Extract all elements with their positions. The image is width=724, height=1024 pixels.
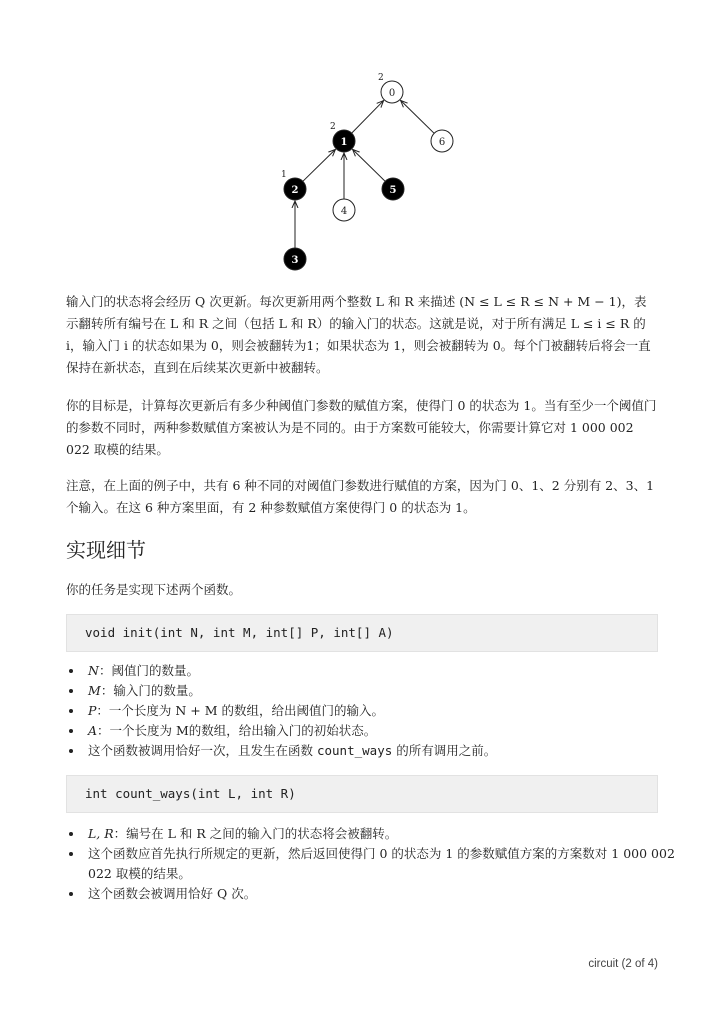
node-label-3: 3: [291, 255, 299, 266]
edge-6-to-0: [401, 100, 435, 133]
node-label-1: 1: [340, 137, 348, 148]
inline-code: count_ways: [316, 743, 393, 758]
node-degree-label-2: 1: [281, 170, 287, 180]
edge-5-to-1: [353, 149, 386, 181]
node-degree-label-0: 2: [378, 73, 384, 83]
tree-diagram: [270, 65, 470, 275]
paragraph-updates: 输入门的状态将会经历 Q 次更新。每次更新用两个整数 L 和 R 来描述 (N ≤ L ≤ R ≤ N + M − 1)，表示翻转所有编号在 L 和 R 之间（包括 L 和 R）的输入门的状态。这就是说，对于所有满足 L ≤ i ≤ R 的 i，输入门 i 的状态如果为 0，则会被翻转为1；如果状态为 1，则会被翻转为 0。每个门被翻转后将会一直保持在新状态，直到在后续某次更新中被翻转。: [66, 294, 651, 375]
count-ways-param-list: [66, 824, 676, 904]
list-item: • 这个函数会被调用恰好 Q 次。: [84, 884, 676, 904]
section-intro: 你的任务是实现下述两个函数。: [66, 582, 242, 597]
node-label-5: 5: [389, 185, 397, 196]
edge-2-to-1: [303, 149, 336, 181]
param-desc: ：编号在 L 和 R 之间的输入门的状态将会被翻转。: [113, 826, 398, 841]
node-degree-label-1: 2: [330, 122, 336, 132]
list-item: [84, 681, 676, 701]
param-name: N: [88, 663, 99, 678]
init-param-list: [66, 661, 676, 761]
list-item: [84, 721, 676, 741]
param-name: L, R: [88, 826, 114, 841]
section-heading: 实现细节: [66, 538, 146, 562]
list-item: • 这个函数应首先执行所规定的更新，然后返回使得门 0 的状态为 1 的参数赋值方案的方案数对 1 000 002 022 取模的结果。: [84, 844, 676, 884]
node-label-4: 4: [340, 206, 348, 217]
edge-1-to-0: [352, 101, 384, 134]
list-item: • 这个函数被调用恰好一次，且发生在函数 count_ways 的所有调用之前。: [84, 741, 676, 761]
node-label-6: 6: [438, 137, 446, 148]
param-name: A: [88, 723, 98, 738]
param-desc: ：一个长度为 M的数组，给出输入门的初始状态。: [97, 723, 377, 738]
param-name: P: [88, 703, 97, 718]
node-label-2: 2: [291, 185, 299, 196]
param-desc: ：阈值门的数量。: [98, 663, 199, 678]
list-item: [84, 701, 676, 721]
param-name: M: [88, 683, 101, 698]
paragraph-example-note: 注意，在上面的例子中，共有 6 种不同的对阈值门参数进行赋值的方案，因为门 0、1、2 分别有 2、3、1 个输入。在这 6 种方案里面，有 2 种参数赋值方案使得门 0 的状态为 1。: [66, 478, 655, 515]
list-item: [84, 824, 676, 844]
code-init-signature: void init(int N, int M, int[] P, int[] A): [66, 614, 658, 652]
paragraph-goal: 你的目标是，计算每次更新后有多少种阈值门参数的赋值方案，使得门 0 的状态为 1。当有至少一个阈值门的参数不同时，两种参数赋值方案被认为是不同的。由于方案数可能较大，你需要计算它对 1 000 002 022 取模的结果。: [66, 398, 657, 457]
code-count-ways-signature: int count_ways(int L, int R): [66, 775, 658, 813]
param-desc: ：输入门的数量。: [100, 683, 201, 698]
page-footer: circuit (2 of 4): [588, 958, 658, 970]
node-label-0: 0: [388, 88, 396, 99]
param-desc: ：一个长度为 N + M 的数组，给出阈值门的输入。: [96, 703, 385, 718]
list-item: [84, 661, 676, 681]
